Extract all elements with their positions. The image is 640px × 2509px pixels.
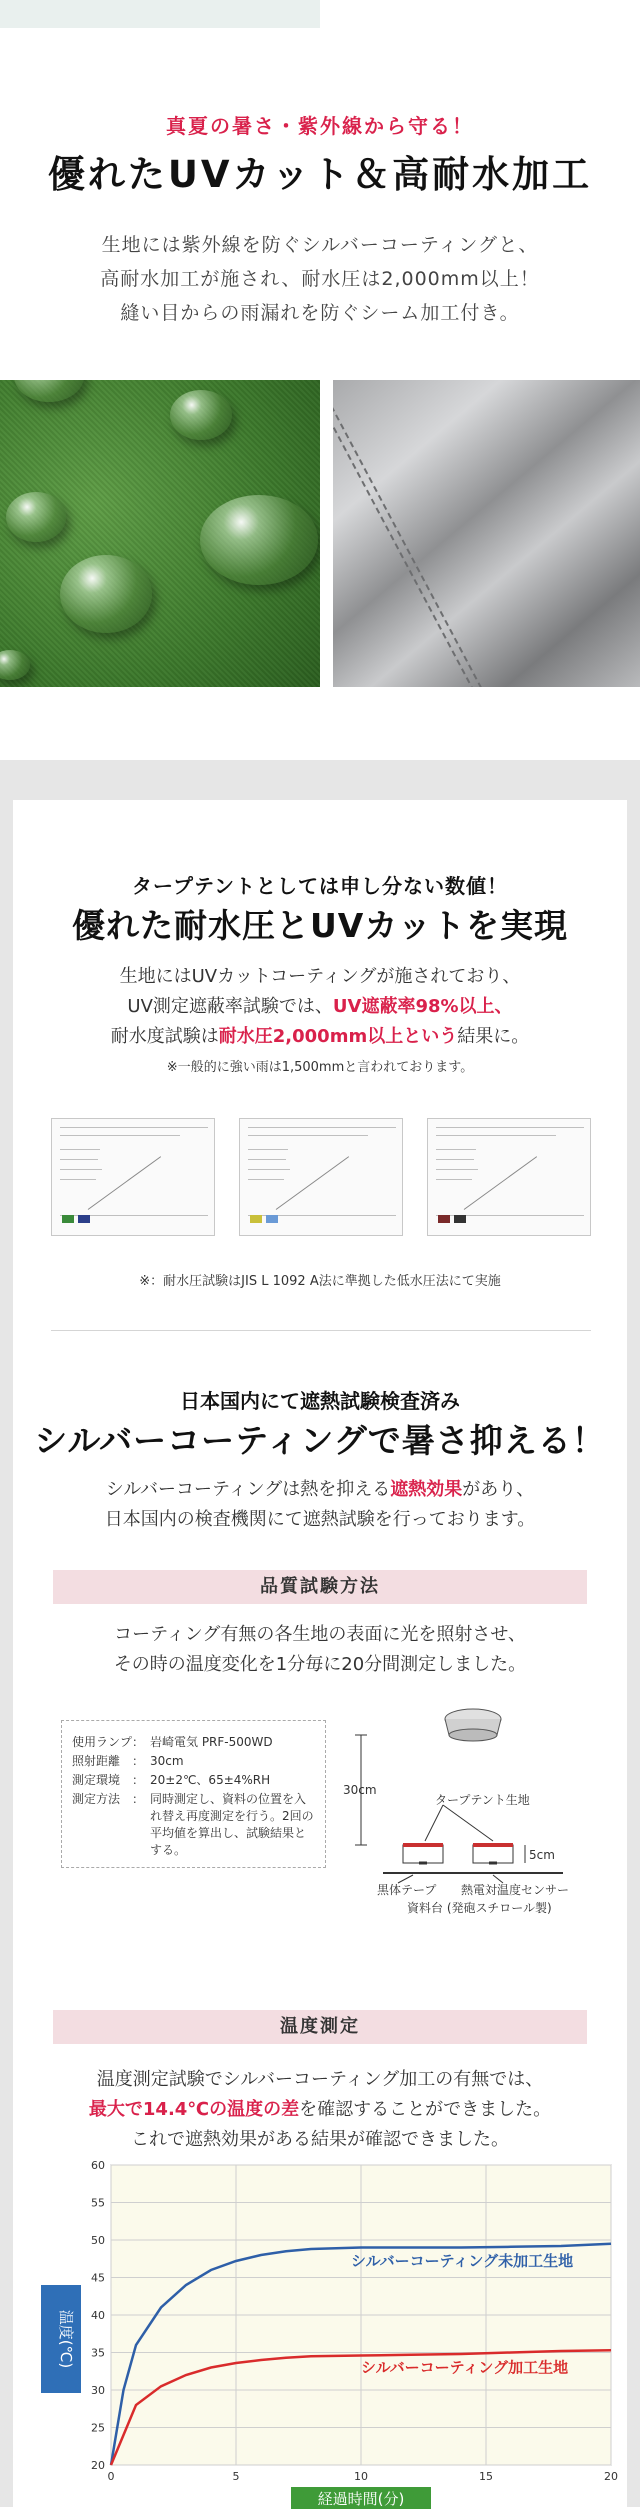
text-normal: があり、: [462, 1479, 535, 1500]
test-report-documents: [51, 1118, 591, 1238]
spec-row: [72, 1771, 315, 1790]
x-tick-label: 0: [107, 2470, 115, 2483]
section1-body-line: 縫い目からの雨漏れを防ぐシーム加工付き。: [120, 302, 520, 324]
water-pressure-highlight: 耐水圧2,000mm以上という: [218, 1026, 458, 1047]
section3-body-line: 日本国内の検査機関にて遮熱試験を行っております。: [104, 1509, 536, 1530]
spec-key: 測定方法 ：: [72, 1792, 145, 1806]
temperature-line: これで遮熱効果がある結果が確認できました。: [131, 2129, 509, 2150]
method-heading: 品質試験方法: [53, 1570, 587, 1604]
silver-seam-fabric-photo: [333, 380, 640, 687]
distance-label: 30cm: [343, 1783, 377, 1797]
spec-value: 岩崎電気 PRF-500WD: [150, 1735, 273, 1749]
text-normal: UV測定遮蔽率試験では、: [127, 996, 333, 1017]
series-label: シルバーコーティング加工生地: [361, 2358, 569, 2377]
heat-shield-highlight: 遮熱効果: [390, 1479, 463, 1500]
section2-body: [13, 962, 627, 1052]
y-tick-label: 50: [91, 2234, 105, 2247]
spec-value: 同時測定し、資料の位置を入れ替え再度測定を行う。2回の平均値を算出し、試験結果とする。: [150, 1792, 314, 1857]
section1-body-line: 生地には紫外線を防ぐシルバーコーティングと、: [101, 234, 539, 256]
series-label: シルバーコーティング未加工生地: [351, 2251, 574, 2270]
height-label: 5cm: [529, 1848, 555, 1862]
x-tick-label: 20: [604, 2470, 618, 2483]
spec-key: 使用ランプ：: [72, 1735, 145, 1749]
method-line: コーティング有無の各生地の表面に光を照射させ、: [114, 1624, 526, 1645]
top-strip-left: [0, 0, 320, 28]
x-axis-label: 経過時間(分): [317, 2490, 405, 2508]
top-color-strip: [0, 0, 640, 28]
spec-key: 測定環境 ：: [72, 1773, 145, 1787]
section2-eyebrow: タープテントとしては申し分ない数値！: [132, 874, 508, 898]
test-setup-diagram: [343, 1695, 623, 1915]
fabric-label: タープテント生地: [435, 1793, 530, 1807]
section1-body-line: 高耐水加工が施され、耐水圧は2,000mm以上！: [100, 268, 540, 290]
y-tick-label: 25: [91, 2421, 105, 2435]
section1-title: 優れたUVカット＆高耐水加工: [47, 153, 593, 196]
stand-label: 資料台 (発砲スチロール製): [407, 1901, 552, 1915]
chart-svg: [41, 2159, 621, 2508]
section2-body-line: 生地にはUVカットコーティングが施されており、: [119, 966, 521, 987]
section3-eyebrow: 日本国内にて遮熱試験検査済み: [180, 1389, 460, 1413]
spec-row: [72, 1733, 315, 1752]
sensor-label: 熱電対温度センサー: [461, 1883, 570, 1897]
water-droplet-fabric-photo: [0, 380, 320, 687]
section1-eyebrow: 真夏の暑さ・紫外線から守る！: [166, 114, 474, 138]
section3-body: [13, 1475, 627, 1535]
temperature-diff-highlight: 最大で14.4℃の温度の差: [88, 2099, 300, 2120]
section2-body-line: [13, 1022, 627, 1052]
test-conditions-box: [61, 1720, 326, 1868]
y-tick-label: 60: [91, 2159, 105, 2172]
y-tick-label: 40: [91, 2309, 105, 2322]
spec-key: 照射距離 ：: [72, 1754, 145, 1768]
test-report-thumbnail: [427, 1118, 591, 1236]
section-divider: [51, 1330, 591, 1331]
spec-row: [72, 1752, 315, 1771]
temperature-heading: 温度測定: [53, 2010, 587, 2044]
y-tick-label: 30: [91, 2384, 105, 2397]
x-tick-label: 5: [232, 2470, 240, 2483]
uv-rate-highlight: UV遮蔽率98%以上、: [332, 996, 513, 1017]
section2-title: 優れた耐水圧とUVカットを実現: [71, 906, 568, 945]
y-tick-label: 45: [91, 2271, 105, 2285]
y-tick-label: 35: [91, 2346, 105, 2360]
temperature-description: [13, 2065, 627, 2155]
text-normal: 結果に。: [457, 1026, 530, 1047]
temperature-line: [13, 2095, 627, 2125]
section3-title: シルバーコーティングで暑さ抑える！: [34, 1421, 606, 1460]
test-report-thumbnail: [51, 1118, 215, 1236]
rain-note: ※一般的に強い雨は1,500mmと言われております。: [166, 1060, 474, 1075]
text-normal: を確認することができました。: [299, 2099, 552, 2120]
text-normal: シルバーコーティングは熱を抑える: [105, 1479, 391, 1500]
temperature-line: 温度測定試験でシルバーコーティング加工の有無では、: [96, 2069, 544, 2090]
spec-value: 20±2℃、65±4%RH: [150, 1773, 271, 1787]
test-report-thumbnail: [239, 1118, 403, 1236]
tape-label: 黒体テープ: [377, 1883, 437, 1897]
y-tick-label: 20: [91, 2459, 105, 2472]
text-normal: 耐水度試験は: [110, 1026, 219, 1047]
test-results-card: [13, 800, 627, 2507]
section2-body-line: [13, 992, 627, 1022]
top-strip-right: [320, 0, 640, 28]
spec-row: [72, 1790, 315, 1860]
spec-value: 30cm: [150, 1754, 184, 1768]
x-tick-label: 10: [354, 2470, 368, 2483]
method-description: [13, 1620, 627, 1680]
section1-body: [0, 228, 640, 330]
temperature-line-chart: [41, 2159, 621, 2508]
uv-cut-section: [0, 28, 640, 788]
y-axis-label: 温度(℃): [57, 2309, 75, 2369]
method-line: その時の温度変化を1分毎に20分間測定しました。: [113, 1654, 527, 1675]
test-standard-caption: ※：耐水圧試験はJIS L 1092 A法に準拠した低水圧法にて実施: [139, 1274, 501, 1289]
x-tick-label: 15: [479, 2470, 493, 2483]
seam-stitch: [333, 380, 487, 687]
y-tick-label: 55: [91, 2196, 105, 2210]
section3-body-line: [13, 1475, 627, 1505]
